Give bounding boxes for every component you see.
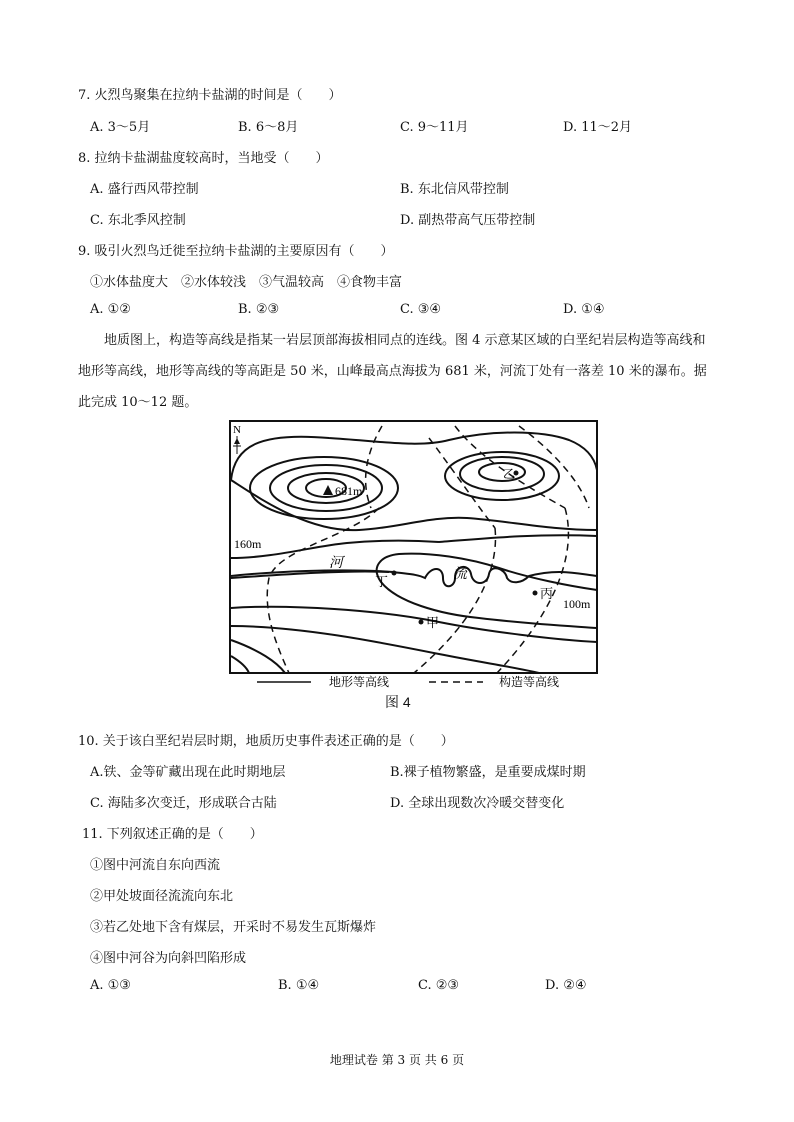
terrain-contour xyxy=(270,465,382,511)
q9-stem: 9. 吸引火烈鸟迁徙至拉纳卡盐湖的主要原因有（ ） xyxy=(78,244,394,259)
q8-stem: 8. 拉纳卡盐湖盐度较高时，当地受（ ） xyxy=(78,151,329,166)
q11-item-4: ④图中河谷为向斜凹陷形成 xyxy=(90,951,247,966)
figure-4-map xyxy=(229,418,599,693)
q9-option-c: C. ③④ xyxy=(400,302,442,317)
q9-items: ①水体盐度大 ②水体较浅 ③气温较高 ④食物丰富 xyxy=(90,275,403,290)
river-label-liu: 流 xyxy=(453,567,467,582)
north-arrow-icon xyxy=(233,436,241,454)
q11-option-b: B. ①④ xyxy=(278,978,320,993)
q11-stem: 11. 下列叙述正确的是（ ） xyxy=(82,827,263,842)
q11-item-2: ②甲处坡面径流流向东北 xyxy=(90,889,234,904)
q11-item-1: ①图中河流自东向西流 xyxy=(90,858,221,873)
q10-stem: 10. 关于该白垩纪岩层时期，地质历史事件表述正确的是（ ） xyxy=(78,734,454,749)
q8-option-b: B. 东北信风带控制 xyxy=(400,182,509,197)
q7-option-d: D. 11～2月 xyxy=(563,120,633,135)
label-bing: 丙 xyxy=(540,586,554,601)
contour-label-100: 100m xyxy=(563,597,591,611)
label-ding: 丁 xyxy=(375,574,389,589)
terrain-contour xyxy=(439,535,597,542)
legend-terrain-label: 地形等高线 xyxy=(329,675,390,689)
q9-option-d: D. ①④ xyxy=(563,302,605,317)
terrain-contour xyxy=(445,452,559,500)
q9-option-a: A. ①② xyxy=(90,302,131,317)
q11-option-d: D. ②④ xyxy=(545,978,587,993)
point-jia-dot xyxy=(419,620,424,625)
q7-option-a: A. 3～5月 xyxy=(90,120,151,135)
label-yi: 乙 xyxy=(503,467,516,481)
terrain-contour xyxy=(231,640,285,673)
terrain-contours xyxy=(231,433,597,674)
structure-contour xyxy=(429,438,495,528)
legend-structure-label: 构造等高线 xyxy=(499,675,560,689)
q8-option-a: A. 盛行西风带控制 xyxy=(90,182,199,197)
peak-triangle-icon xyxy=(323,485,333,495)
terrain-contour xyxy=(231,656,249,673)
q9-option-b: B. ②③ xyxy=(238,302,280,317)
label-jia: 甲 xyxy=(426,615,440,630)
q10-option-d: D. 全球出现数次冷暖交替变化 xyxy=(390,796,565,811)
structure-contours xyxy=(267,426,589,673)
q10-option-c: C. 海陆多次变迁，形成联合古陆 xyxy=(90,796,277,811)
figure-caption: 图 4 xyxy=(385,694,411,710)
page-footer: 地理试卷 第 3 页 共 6 页 xyxy=(329,1053,465,1067)
structure-contour xyxy=(497,508,568,673)
river-line xyxy=(231,567,597,586)
point-bing-dot xyxy=(533,591,538,596)
q10-option-b: B.裸子植物繁盛，是重要成煤时期 xyxy=(390,765,586,780)
q7-option-b: B. 6～8月 xyxy=(238,120,299,135)
q11-option-a: A. ①③ xyxy=(90,978,131,993)
terrain-contour xyxy=(231,626,539,673)
q11-option-c: C. ②③ xyxy=(418,978,460,993)
passage xyxy=(78,325,718,418)
passage-text: 地质图上，构造等高线是指某一岩层顶部海拔相同点的连线。图 4 示意某区域的白垩纪岩层构造等高线和地形等高线，地形等高线的等高距是 50 米，山峰最高点海拔为 681 米，河流丁处有一落差 10 米的瀑布。据此完成 10～12 题。 xyxy=(78,333,707,410)
north-label: N xyxy=(233,424,241,436)
q7-stem: 7. 火烈鸟聚集在拉纳卡盐湖的时间是（ ） xyxy=(78,88,342,103)
q10-option-a: A.铁、金等矿藏出现在此时期地层 xyxy=(90,765,286,780)
terrain-contour xyxy=(250,457,398,519)
point-ding-dot xyxy=(392,571,397,576)
structure-contour xyxy=(267,508,379,673)
peak-elevation: 681m xyxy=(335,484,363,498)
river-label-he: 河 xyxy=(329,556,343,571)
contour-label-160: 160m xyxy=(234,537,262,551)
q8-option-c: C. 东北季风控制 xyxy=(90,213,186,228)
q8-option-d: D. 副热带高气压带控制 xyxy=(400,213,536,228)
q11-item-3: ③若乙处地下含有煤层，开采时不易发生瓦斯爆炸 xyxy=(90,920,377,935)
q7-option-c: C. 9～11月 xyxy=(400,120,469,135)
